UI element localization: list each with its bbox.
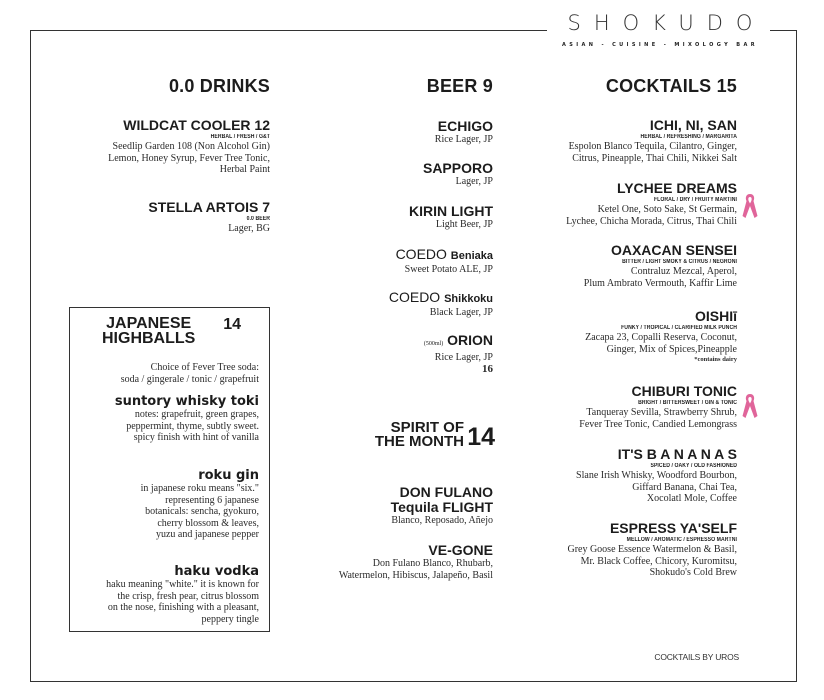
item-desc: Citrus, Pineapple, Thai Chili, Nikkei Salt <box>572 152 737 164</box>
item-desc: Sweet Potato ALE, JP <box>404 264 493 275</box>
section-title: BEER 9 <box>426 76 493 96</box>
spirit-of-month-heading <box>350 421 495 457</box>
brewery-name: COEDO <box>388 289 441 305</box>
zero-drinks-item <box>80 200 270 235</box>
item-desc: Contraluz Mezcal, Aperol, <box>630 266 737 277</box>
cocktail-item <box>540 384 737 430</box>
item-name: VE-GONE <box>428 542 493 558</box>
item-desc: Herbal Paint <box>219 164 270 175</box>
item-name <box>360 247 493 264</box>
item-desc: Lager, BG <box>228 223 270 234</box>
item-desc: peppermint, thyme, subtly sweet. <box>126 420 259 432</box>
item-tag: HERBAL / REFRESHING / MARGARITA <box>640 134 737 140</box>
spirit-price: 14 <box>467 423 495 451</box>
spirit-title <box>375 421 464 449</box>
item-tag: FLORAL / DRY / FRUITY MARTINI <box>653 197 737 203</box>
cocktail-item <box>540 521 737 579</box>
item-desc: Watermelon, Hibiscus, Jalapeño, Basil <box>338 569 493 581</box>
item-name: KIRIN LIGHT <box>409 203 493 219</box>
section-title: COCKTAILS 15 <box>605 76 737 96</box>
item-desc: representing 6 japanese <box>165 494 259 506</box>
item-name: SAPPORO <box>422 160 493 176</box>
item-tag: MELLOW / AROMATIC / ESPRESSO MARTNI <box>626 537 737 543</box>
item-tag: SPICED / OAKY / OLD FASHIONED <box>650 463 737 469</box>
pink-ribbon-icon <box>741 392 759 420</box>
item-name: ESPRESS YA'SELF <box>609 520 737 536</box>
frame-border-right <box>796 30 797 682</box>
item-desc: botanicals: sencha, gyokuro, <box>145 506 259 517</box>
item-desc: Xocolatl Mole, Coffee <box>646 493 737 504</box>
beer-section <box>380 76 493 97</box>
beer-item <box>360 333 493 374</box>
beer-item <box>360 119 493 146</box>
beer-item <box>360 204 493 231</box>
item-desc: Rice Lager, JP <box>434 352 493 363</box>
beer-size: (500ml) <box>423 341 444 347</box>
item-name: LYCHEE DREAMS <box>616 180 737 196</box>
item-desc: Tanqueray Sevilla, Strawberry Shrub, <box>586 407 737 418</box>
item-desc: haku meaning "white." it is known for <box>106 579 259 590</box>
zero-drinks-section <box>90 76 270 97</box>
pink-ribbon-icon <box>741 192 759 220</box>
item-price: 16 <box>482 362 493 375</box>
cocktail-item <box>540 447 737 505</box>
item-name <box>360 290 493 307</box>
cocktail-item <box>540 309 737 364</box>
brewery-name: COEDO <box>395 246 447 262</box>
frame-border-bottom <box>30 681 797 682</box>
item-desc: Lychee, Chicha Morada, Citrus, Thai Chili <box>566 215 737 227</box>
item-name: haku vodka <box>174 564 259 579</box>
highballs-box <box>69 307 270 632</box>
item-name: OAXACAN SENSEI <box>610 242 737 258</box>
item-desc: yuzu and japanese pepper <box>155 529 259 540</box>
item-name: CHIBURI TONIC <box>631 383 737 399</box>
cocktails-credit: COCKTAILS BY UROS <box>654 652 739 662</box>
item-desc: Mr. Black Coffee, Chicory, Kuromitsu, <box>580 555 737 567</box>
highballs-title <box>102 316 195 346</box>
title-line: HIGHBALLS <box>102 330 196 347</box>
item-tag: BRIGHT / BITTERSWEET / GIN & TONIC <box>638 400 737 406</box>
item-tag: BITTER / LIGHT SMOKY & CITRUS / NEGRONI <box>622 259 737 265</box>
item-name: DON FULANO <box>399 484 493 500</box>
item-name: ECHIGO <box>437 118 493 134</box>
item-name <box>360 333 493 352</box>
item-desc: Lager, JP <box>455 176 493 187</box>
intro-line: soda / gingerale / tonic / grapefruit <box>120 373 259 385</box>
beer-item <box>360 290 493 319</box>
item-name: IT'S B A N A N A S <box>617 446 737 462</box>
frame-border-top-left <box>30 30 547 31</box>
item-desc: Blanco, Reposado, Añejo <box>391 515 493 526</box>
brand-logo <box>552 10 768 48</box>
item-name: Tequila FLIGHT <box>390 499 493 515</box>
title-line: THE MONTH <box>374 433 464 450</box>
brand-name: SHOKUDO <box>567 11 766 35</box>
item-name: roku gin <box>198 468 259 483</box>
spirit-item <box>340 485 493 527</box>
frame-border-left <box>30 30 31 682</box>
intro-line: Choice of Fever Tree soda: <box>150 362 259 373</box>
cocktail-item <box>540 181 737 227</box>
beer-name: Shikkoku <box>444 293 493 305</box>
item-name: STELLA ARTOIS 7 <box>148 199 270 215</box>
item-name: WILDCAT COOLER 12 <box>123 117 270 133</box>
item-desc: Seedlip Garden 108 (Non Alcohol Gin) <box>112 141 270 152</box>
item-desc: Espolon Blanco Tequila, Cilantro, Ginger, <box>568 141 737 152</box>
item-tag: HERBAL / FRESH / G&T <box>210 134 270 140</box>
cocktail-item <box>540 243 737 289</box>
item-desc: Black Lager, JP <box>429 307 493 318</box>
item-desc: Slane Irish Whisky, Woodford Bourbon, <box>576 470 737 481</box>
beer-name: Beniaka <box>450 250 493 262</box>
beer-item <box>360 247 493 276</box>
highball-item <box>141 468 259 541</box>
item-desc: spicy finish with hint of vanilla <box>133 432 259 443</box>
item-desc: in japanese roku means "six." <box>140 483 259 494</box>
item-desc: Don Fulano Blanco, Rhubarb, <box>372 558 493 569</box>
item-tag: FUNKY / TROPICAL / CLARIFIED MILK PUNCH <box>621 325 737 331</box>
item-desc: Fever Tree Tonic, Candied Lemongrass <box>579 418 737 430</box>
cocktail-item <box>540 118 737 164</box>
cocktails-section <box>580 76 737 97</box>
item-desc: Ketel One, Soto Sake, St Germain, <box>597 204 737 215</box>
zero-drinks-item <box>80 118 270 176</box>
highballs-intro <box>121 362 259 385</box>
item-desc: Light Beer, JP <box>435 219 493 230</box>
section-title: 0.0 DRINKS <box>168 76 270 96</box>
beer-item <box>360 161 493 188</box>
item-desc: Zacapa 23, Copalli Reserva, Coconut, <box>585 332 737 343</box>
item-desc: on the nose, finishing with a pleasant, <box>107 602 259 613</box>
item-desc: Grey Goose Essence Watermelon & Basil, <box>567 544 737 555</box>
brand-tagline: ASIAN - CUISINE - MIXOLOGY BAR <box>561 42 759 48</box>
item-desc: Giffard Banana, Chai Tea, <box>632 481 737 493</box>
item-tag: 0.0 BEER <box>246 216 270 222</box>
item-desc: notes: grapefruit, green grapes, <box>134 409 259 420</box>
highball-item <box>115 394 259 444</box>
item-name: OISHIī <box>694 308 737 324</box>
item-name: ICHI, NI, SAN <box>649 117 737 133</box>
item-desc: peppery tingle <box>201 613 259 625</box>
highballs-price: 14 <box>223 316 241 333</box>
title-line: SPIRIT OF <box>390 419 464 436</box>
highball-item <box>106 564 259 625</box>
item-desc: cherry blossom & leaves, <box>157 517 259 529</box>
spirit-item <box>320 543 493 581</box>
item-desc: Rice Lager, JP <box>434 134 493 145</box>
item-desc: Lemon, Honey Syrup, Fever Tree Tonic, <box>108 152 270 164</box>
item-desc: the crisp, fresh pear, citrus blossom <box>117 590 259 602</box>
item-desc: Ginger, Mix of Spices,Pineapple <box>606 343 737 355</box>
dairy-note: *contains dairy <box>694 356 737 363</box>
title-line: JAPANESE <box>106 315 192 332</box>
item-desc: Plum Ambrato Vermouth, Kaffir Lime <box>583 277 737 289</box>
item-name: suntory whisky toki <box>114 394 259 409</box>
beer-name: ORION <box>447 332 493 348</box>
item-desc: Shokudo's Cold Brew <box>649 567 737 578</box>
